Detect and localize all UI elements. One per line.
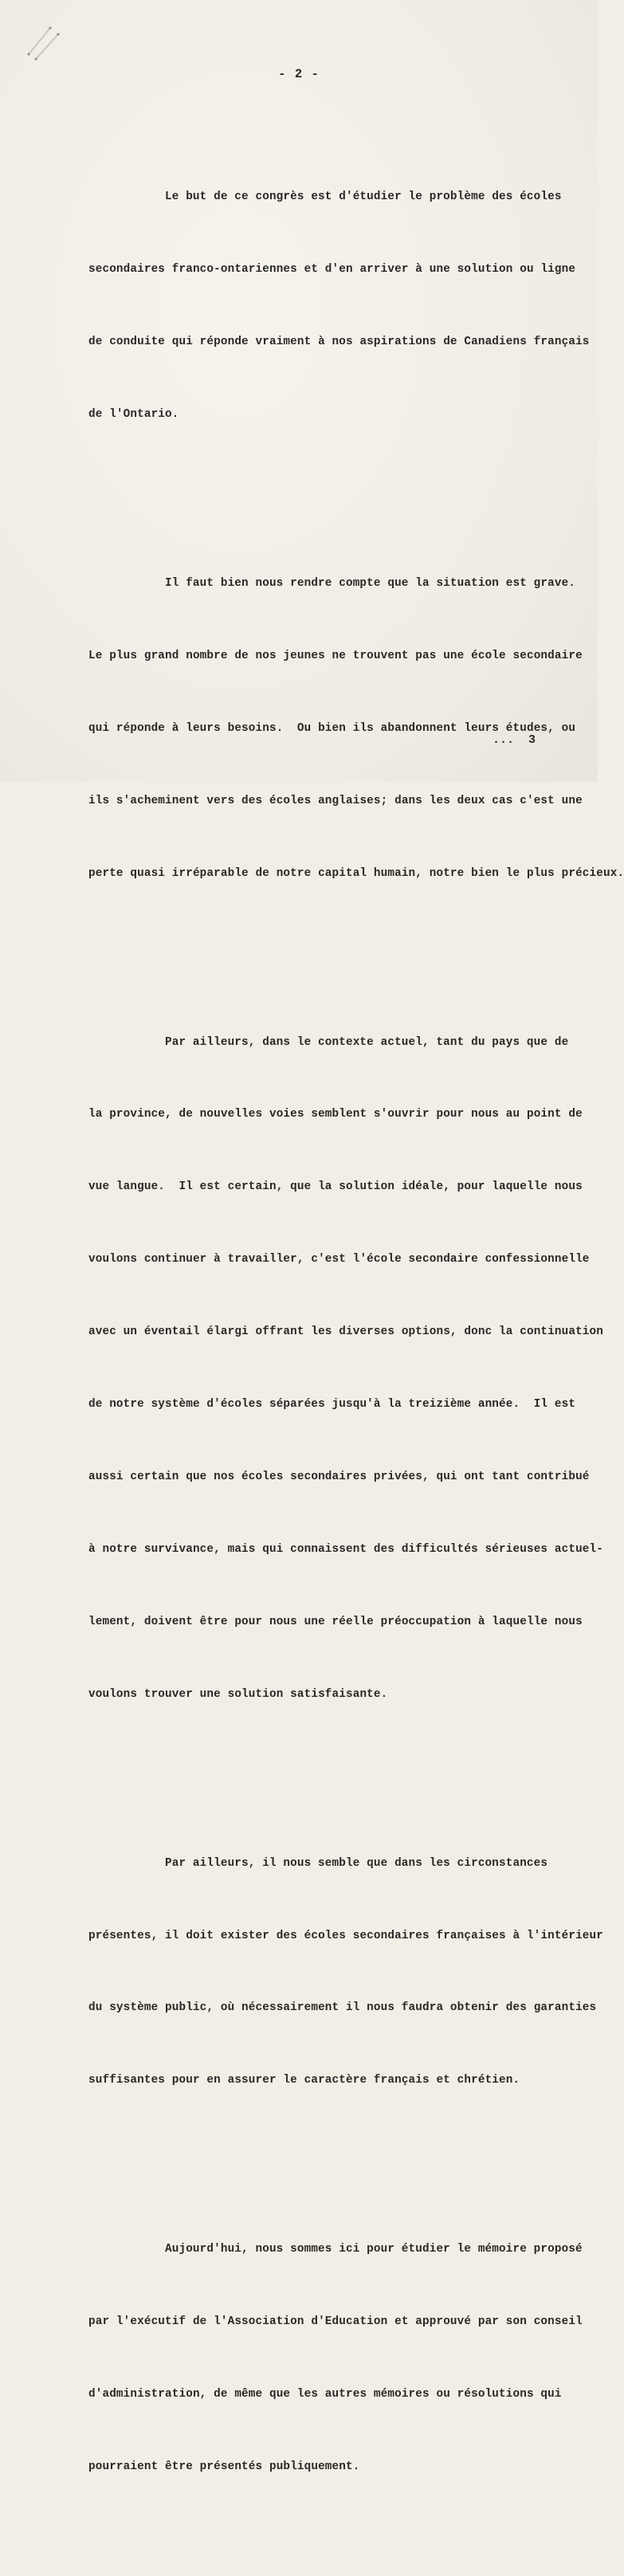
text-line: suffisantes pour en assurer le caractère français et chrétien. — [88, 2074, 520, 2087]
paragraph-3 — [88, 982, 603, 1755]
text-line: Par ailleurs, dans le contexte actuel, tant du pays que de — [165, 1035, 569, 1049]
text-line: du système public, où nécessairement il nous faudra obtenir des garanties — [88, 2001, 597, 2015]
text-line: présentes, il doit exister des écoles secondaires françaises à l'intérieur — [88, 1929, 603, 1942]
text-line: de l'Ontario. — [88, 407, 179, 421]
text-line: voulons trouver une solution satisfaisante. — [88, 1687, 388, 1701]
text-line: aussi certain que nos écoles secondaires privées, qui ont tant contribué — [88, 1470, 590, 1483]
text-line: perte quasi irréparable de notre capital humain, notre bien le plus précieux. — [88, 866, 624, 880]
continuation-marker: ... 3 — [493, 733, 536, 747]
text-line: à notre survivance, mais qui connaissent des difficultés sérieuses actuel- — [88, 1542, 603, 1556]
body-text — [88, 88, 624, 2576]
text-line: par l'exécutif de l'Association d'Education et approuvé par son conseil — [88, 2315, 583, 2329]
text-line: pourraient être présentés publiquement. — [88, 2460, 360, 2474]
text-line: d'administration, de même que les autres mémoires ou résolutions qui — [88, 2388, 562, 2401]
text-line: qui réponde à leurs besoins. Ou bien ils abandonnent leurs études, ou — [88, 721, 576, 735]
text-line: Aujourd'hui, nous sommes ici pour étudier le mémoire proposé — [165, 2243, 583, 2256]
text-line: Par ailleurs, il nous semble que dans les circonstances — [165, 1856, 548, 1870]
text-line: secondaires franco-ontariennes et d'en arriver à une solution ou ligne — [88, 263, 576, 277]
paragraph-4 — [88, 1803, 603, 2141]
text-line: avec un éventail élargi offrant les diverses options, donc la continuation — [88, 1325, 603, 1339]
paragraph-1 — [88, 137, 590, 475]
text-line: lement, doivent être pour nous une réelle préoccupation à laquelle nous — [88, 1615, 583, 1628]
text-line: vue langue. Il est certain, que la solution idéale, pour laquelle nous — [88, 1180, 583, 1194]
text-line: ils s'acheminent vers des écoles anglaises; dans les deux cas c'est une — [88, 794, 583, 807]
text-line: de notre système d'écoles séparées jusqu'à la treizième année. Il est — [88, 1398, 576, 1412]
paragraph-5 — [88, 2189, 583, 2527]
text-line: Le plus grand nombre de nos jeunes ne trouvent pas une école secondaire — [88, 649, 583, 662]
text-line: la province, de nouvelles voies semblent s'ouvrir pour nous au point de — [88, 1108, 583, 1121]
staple-mark-icon — [22, 24, 62, 60]
text-line: de conduite qui réponde vraiment à nos aspirations de Canadiens français — [88, 335, 590, 348]
text-line: Le but de ce congrès est d'étudier le problème des écoles — [165, 190, 562, 204]
paragraph-2 — [88, 523, 624, 933]
page-number: - 2 - — [278, 67, 320, 81]
text-line: voulons continuer à travailler, c'est l'école secondaire confessionnelle — [88, 1253, 590, 1266]
text-line: Il faut bien nous rendre compte que la situation est grave. — [165, 576, 576, 590]
